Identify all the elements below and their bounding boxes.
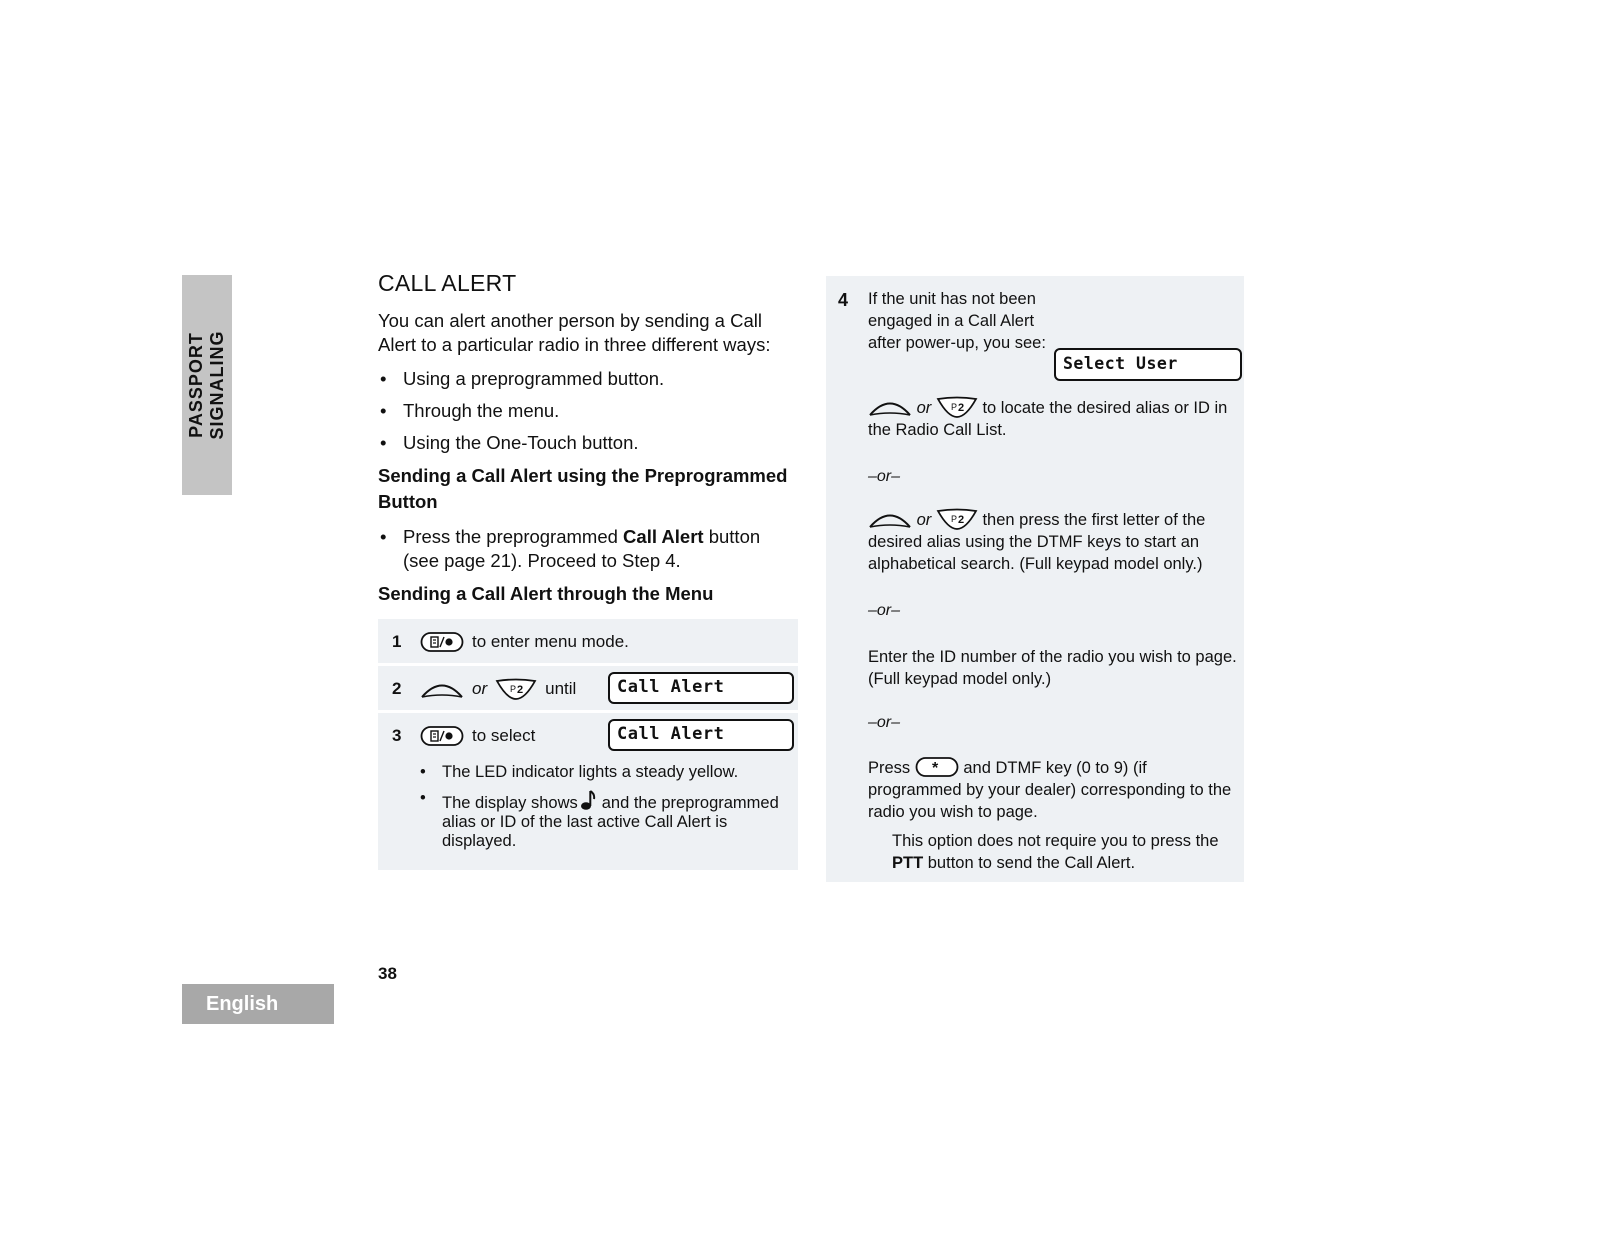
step-4-text: If the unit has not been engaged in a Call Alert after power-up, you see: (868, 290, 1046, 352)
or-separator: –or– (868, 714, 901, 731)
list-item: • Using the One-Touch button. (378, 431, 798, 455)
ptt-note (892, 830, 1232, 874)
step-number: 3 (392, 726, 402, 745)
page-number: 38 (378, 964, 397, 983)
step-2 (378, 666, 798, 713)
section1-list (378, 525, 798, 573)
or-text: or (916, 511, 932, 529)
section1-heading: Sending a Call Alert using the Preprogrammed Button (378, 465, 788, 512)
display-readout: Call Alert (608, 672, 794, 704)
svg-text:2: 2 (957, 514, 964, 526)
scroll-up-key-icon (420, 678, 464, 700)
svg-text:P: P (950, 514, 957, 524)
step-1 (378, 619, 798, 666)
section-side-tab (182, 275, 232, 495)
step-number: 2 (392, 679, 402, 698)
intro-paragraph: You can alert another person by sending a Call Alert to a particular radio in three different ways: (378, 310, 771, 355)
list-item: • The LED indicator lights a steady yellow. (420, 763, 788, 782)
star-key-icon (915, 756, 959, 778)
left-column (378, 270, 798, 870)
side-tab-line1: PASSPORT (186, 332, 206, 438)
ways-list (378, 367, 798, 455)
menu-steps-box (378, 619, 798, 870)
step-number: 1 (392, 632, 402, 651)
svg-text:P: P (510, 684, 517, 694)
p2-key-icon (936, 508, 978, 530)
bullet-text-bold: Call Alert (623, 526, 704, 547)
menu-select-key-icon (420, 631, 464, 653)
step-3-notes (378, 763, 798, 851)
step-4-panel (826, 276, 1244, 882)
or-text: or (916, 399, 932, 417)
option-enter-id: Enter the ID number of the radio you wish to page. (Full keypad model only.) (868, 648, 1237, 688)
section2-heading: Sending a Call Alert through the Menu (378, 583, 714, 604)
bullet-text-post: button (see page 21). Proceed to Step 4. (403, 526, 761, 571)
svg-text:2: 2 (957, 402, 964, 414)
option-one-touch (868, 756, 1240, 823)
option-alpha-search (868, 508, 1240, 575)
list-item (420, 789, 788, 851)
note-text-bold: PTT (892, 854, 924, 872)
or-separator: –or– (868, 468, 901, 485)
list-item: • Through the menu. (378, 399, 798, 423)
p2-key-icon (936, 396, 978, 418)
p2-key-icon (495, 678, 537, 700)
note-text-pre: The display shows (442, 794, 578, 812)
step-text: until (545, 679, 577, 698)
step-text: to select (472, 726, 536, 745)
step-number: 4 (838, 290, 849, 310)
display-readout: Select User (1054, 348, 1242, 381)
side-tab-label (186, 330, 228, 439)
menu-select-key-icon (420, 725, 464, 747)
note-text-post: and the preprogrammed alias or ID of the last active Call Alert is displayed. (442, 794, 779, 850)
option-text-post: and DTMF key (0 to 9) (if programmed by your dealer) corresponding to the radio you wish to page. (868, 759, 1232, 821)
display-readout: Call Alert (608, 719, 794, 751)
or-separator: –or– (868, 602, 901, 619)
option-text-pre: Press (868, 759, 911, 777)
list-item: • Using a preprogrammed button. (378, 367, 798, 391)
step-3 (378, 713, 798, 753)
scroll-up-key-icon (868, 508, 912, 530)
music-note-icon (580, 789, 596, 811)
note-text-pre: This option does not require you to press the (892, 832, 1219, 850)
language-tab: English (182, 984, 334, 1024)
scroll-up-key-icon (868, 396, 912, 418)
note-text-post: button to send the Call Alert. (923, 854, 1136, 872)
svg-text:*: * (931, 760, 939, 777)
list-item (378, 525, 798, 573)
page-title: CALL ALERT (378, 270, 517, 296)
option-scroll-locate (868, 396, 1240, 441)
option-text: to locate the desired alias or ID in the Radio Call List. (868, 399, 1228, 439)
or-text: or (472, 679, 488, 698)
option-text: then press the first letter of the desired alias using the DTMF keys to start an alphabetical search. (Full keypad model only.) (868, 511, 1206, 573)
side-tab-line2: SIGNALING (207, 330, 227, 440)
step-text: to enter menu mode. (472, 632, 629, 651)
bullet-text-pre: Press the preprogrammed (403, 526, 624, 547)
svg-text:P: P (950, 402, 957, 412)
svg-text:2: 2 (517, 684, 524, 696)
